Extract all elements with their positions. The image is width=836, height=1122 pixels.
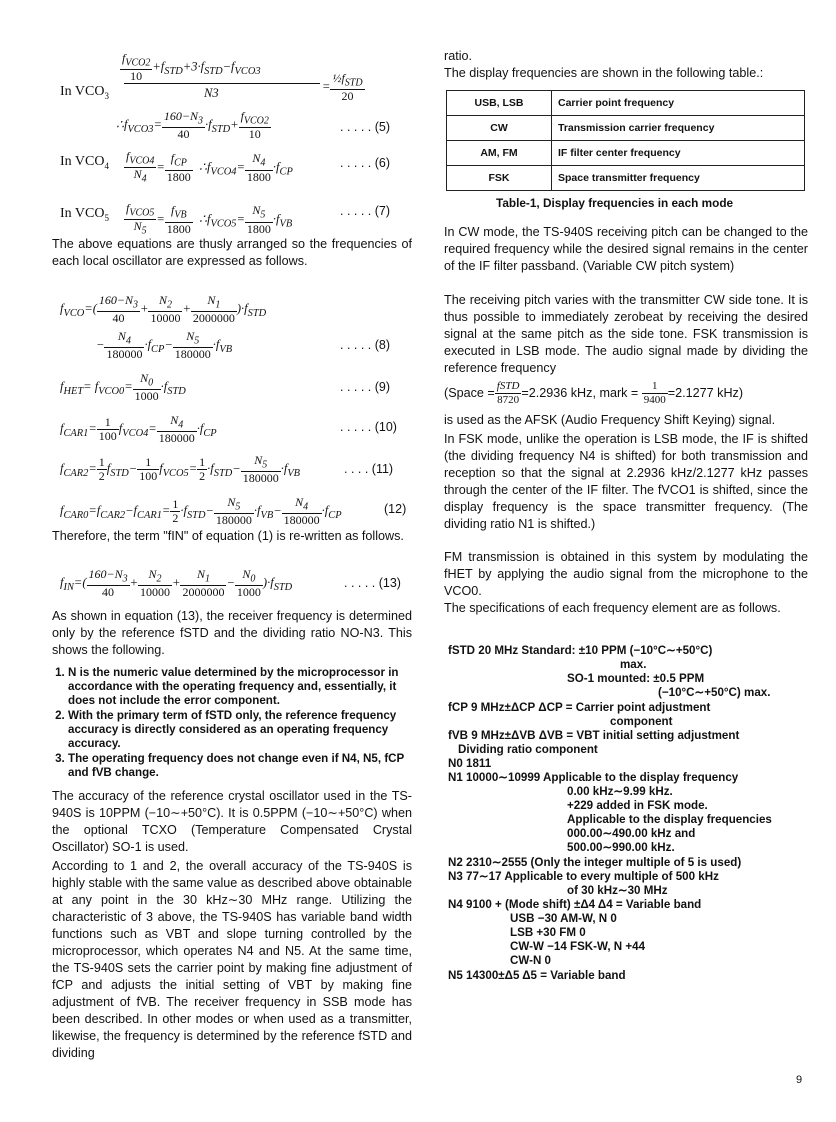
eq8-line2: − $\frac{N_4}{180000}$ $\cdot f_{CP}-$ $\frac{N_5}{180000}$ $\cdot f_{VB}$ [96, 329, 233, 362]
spec-line: N5 14300±Δ5 Δ5 = Variable band [448, 969, 626, 982]
eq-vco3-rhs: = $\frac{\frac{1}{2}f_{STD}}{20}$ [322, 71, 363, 104]
para-fm: FM transmission is obtained in this system by modulating the fHET by applying the audio signal from the microphone to the VCO0. [444, 550, 808, 598]
table-caption: Table-1, Display frequencies in each mode [496, 196, 734, 210]
spec-line: Applicable to the display frequencies [567, 813, 772, 826]
spec-line: 500.00∼990.00 kHz. [567, 841, 675, 854]
eq11-number: . . . . (11) [344, 462, 394, 476]
spec-line: N3 77∼17 Applicable to every multiple of 500 kHz [448, 870, 719, 883]
eq8-line1: $f_{VCO}=$( $\frac{160-N_3}{40}$ + $\frac{N_2}{10000}$ + $\frac{N_1}{2000000}$ )$\cdot f_{STD}$ [60, 293, 267, 326]
spec-line: fSTD 20 MHz Standard: ±10 PPM (−10°C∼+50°C) [448, 644, 713, 657]
spec-line: +229 added in FSK mode. [567, 799, 708, 812]
list-item: 3. The operating frequency does not change even if N4, N5, fCP and fVB change. [68, 752, 414, 780]
spec-line: N1 10000∼10999 Applicable to the display frequency [448, 771, 739, 784]
spec-line: CW-W −14 FSK-W, N +44 [510, 940, 646, 953]
key-points-list [52, 666, 414, 781]
eq-vco3-fraction-bar [124, 83, 320, 84]
eq8-number: . . . . . (8) [340, 338, 391, 352]
eq9-body: $f_{HET}= f_{VCO0}=$ $\frac{N_0}{1000}$ $\cdot f_{STD}$ [60, 371, 186, 404]
para-accuracy: The accuracy of the reference crystal oscillator used in the TS-940S is 10PPM (−10∼+50°C). It is 0.5PPM (−10∼+50°C) when the optional TCXO (Temperature Compensated Crystal Oscillator) SO-1 is used. [52, 789, 412, 854]
para-ratio: ratio. [444, 49, 472, 63]
para-therefore: Therefore, the term "fIN" of equation (1) is re-written as follows. [52, 529, 404, 543]
spec-line: CW-N 0 [510, 954, 551, 967]
spec-line: Dividing ratio component [458, 743, 598, 756]
eq11-body: $f_{CAR2}=$ $\frac{1}{2}$ $f_{STD}-$ $\frac{1}{100}$ $f_{VCO5}=$ $\frac{1}{2}$ $\cdot f_{STD}-$ $\frac{N_5}{180000}$ $\cdot f_{VB}$ [60, 453, 301, 486]
para-spec: The specifications of each frequency element are as follows. [444, 601, 781, 615]
eq9-number: . . . . . (9) [340, 380, 391, 394]
space-mark-formula: (Space = $\frac{\text{fSTD}}{8720}$ =2.2936 kHz, mark = $\frac{1}{9400}$ =2.1277 kHz) [444, 380, 744, 406]
eq5-body: $\therefore f_{VCO3}=$ $\frac{160-N_3}{40}$ $\cdot f_{STD}+$ $\frac{f_{VCO2}}{10}$ [116, 109, 269, 142]
eq6-body: $\frac{f_{VCO4}}{N_4}$ = $\frac{f_{CP}}{1800}$ $\therefore f_{VCO4}=$ $\frac{N_4}{1800}$ $\cdot f_{CP}$ [126, 149, 293, 185]
eq-vco3-numerator: $\frac{f_{VCO2}}{10}$ $+f_{STD}+3\cdot f_{STD}-f_{VCO3}$ [122, 51, 261, 84]
eq7-body: $\frac{f_{VCO5}}{N_5}$ = $\frac{f_{VB}}{1800}$ $\therefore f_{VCO5}=$ $\frac{N_5}{1800}$ $\cdot f_{VB}$ [126, 201, 293, 237]
eq10-number: . . . . . (10) [340, 420, 397, 434]
spec-line: N4 9100 + (Mode shift) ±Δ4 Δ4 = Variable band [448, 898, 702, 911]
eq5-number: . . . . . (5) [340, 120, 391, 134]
para-fsk: In FSK mode, unlike the operation is LSB mode, the IF is shifted (the dividing frequency N4 is shifted) for both transmission and reception so that the signal at 2.2936 kHz/2.1277 kHz passes through the center of the IF filter. The fVCO1 is shifted, since the display frequency is the space transmitter frequency. (The dividing ratio N1 is shifted.) [444, 432, 808, 531]
table-row: USB, LSB Carrier point frequency [447, 91, 805, 116]
spec-line: (−10°C∼+50°C) max. [658, 686, 771, 699]
spec-line: fCP 9 MHz±ΔCP ΔCP = Carrier point adjustment [448, 701, 711, 714]
eq-vco3-label: In $VCO_3$ [60, 84, 109, 101]
para-arranged: The above equations are thusly arranged so the frequencies of each local oscillator are expressed as follows. [52, 237, 412, 268]
eq12-number: (12) [384, 502, 407, 516]
spec-line: SO-1 mounted: ±0.5 PPM [567, 672, 705, 685]
spec-line: N0 1811 [448, 757, 492, 770]
para-shown: As shown in equation (13), the receiver frequency is determined only by the reference fSTD and the dividing ratio NO-N3. This shows the following. [52, 609, 412, 657]
list-item: 2. With the primary term of fSTD only, the reference frequency accuracy is directly considered as an operating frequency accuracy. [68, 709, 414, 751]
spec-line: component [610, 715, 673, 728]
display-frequency-table [446, 90, 805, 191]
para-according: According to 1 and 2, the overall accuracy of the TS-940S is highly stable with the same value as described above obtainable at any point in the 30 kHz∼30 MHz range. Utilizing the characteristic of 3 above, the TS-940S has variable band width functions such as VBT and slope turning controlled by the microprocessor, which operates N4 and N5. At the same time, the TS-940S sets the carrier point by making fine adjustment of fCP and adjusts the initial setting of VBT by making fine adjustment of fVB. The receiver frequency in SSB mode has been described. In other modes or when used as a transmitter, likewise, the frequency is determined by the reference fSTD and dividing [52, 859, 412, 1060]
spec-line: USB −30 AM-W, N 0 [510, 912, 617, 925]
spec-line: LSB +30 FM 0 [510, 926, 586, 939]
eq10-body: $f_{CAR1}=$ $\frac{1}{100}$ $f_{VCO4}=$ $\frac{N_4}{180000}$ $\cdot f_{CP}$ [60, 413, 217, 446]
para-cw: In CW mode, the TS-940S receiving pitch can be changed to the required frequency while the desired signal remains in the center of the IF filter passband. (Variable CW pitch system) [444, 225, 808, 273]
table-row: FSK Space transmitter frequency [447, 166, 805, 191]
spec-line: fVB 9 MHz±ΔVB ΔVB = VBT initial setting adjustment [448, 729, 740, 742]
eq7-number: . . . . . (7) [340, 204, 391, 218]
table-row: AM, FM IF filter center frequency [447, 141, 805, 166]
para-pitch: The receiving pitch varies with the transmitter CW side tone. It is thus possible to immediately zerobeat by receiving the desired signal at the same pitch as the side tone. FSK transmission is executed in LSB mode. The audio signal made by dividing the reference frequency [444, 293, 808, 375]
spec-line: of 30 kHz∼30 MHz [567, 884, 668, 897]
eq-vco4-label: In $VCO_4$ [60, 154, 109, 171]
spec-line: 0.00 kHz∼9.99 kHz. [567, 785, 673, 798]
spec-line: max. [620, 658, 647, 671]
eq-vco3-denominator: N3 [204, 86, 219, 100]
para-afsk: is used as the AFSK (Audio Frequency Shift Keying) signal. [444, 413, 776, 427]
eq-vco5-label: In $VCO_5$ [60, 206, 109, 223]
eq12-body: $f_{CAR0}=f_{CAR2}-f_{CAR1}=$ $\frac{1}{2}$ $\cdot f_{STD}-$ $\frac{N_5}{180000}$ $\cdot f_{VB}-$ $\frac{N_4}{180000}$ $\cdot f_{CP}$ [60, 495, 342, 528]
list-item: 1. N is the numeric value determined by the microprocessor in accordance with the operating frequency and, essentially, it does not include the error component. [68, 666, 414, 708]
eq13-body: $f_{IN}=$( $\frac{160-N_3}{40}$ + $\frac{N_2}{10000}$ + $\frac{N_1}{2000000}$ − $\frac{N_0}{1000}$ )$\cdot f_{STD}$ [60, 567, 293, 600]
table-row: CW Transmission carrier frequency [447, 116, 805, 141]
spec-line: 000.00∼490.00 kHz and [567, 827, 696, 840]
spec-line: N2 2310∼2555 (Only the integer multiple of 5 is used) [448, 856, 742, 869]
eq6-number: . . . . . (6) [340, 156, 391, 170]
para-display: The display frequencies are shown in the following table.: [444, 66, 764, 80]
page-number: 9 [796, 1074, 803, 1086]
eq13-number: . . . . . (13) [344, 576, 401, 590]
